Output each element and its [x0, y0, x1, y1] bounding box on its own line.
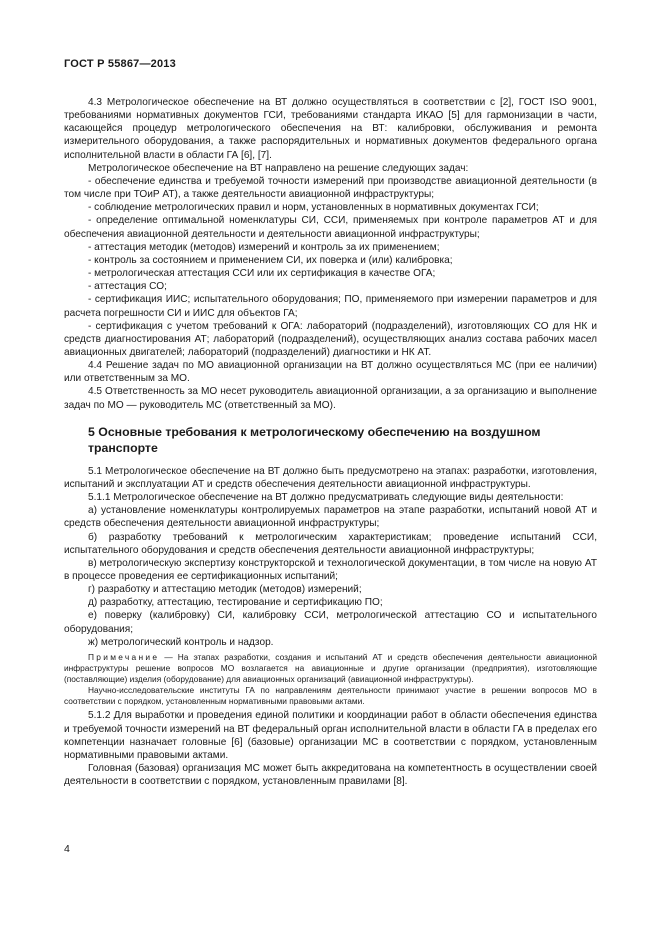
list-item: в) метрологическую экспертизу конструкторской и технологической документации, в том числе на новую АТ в процессе проведения ее сертификационных испытаний; — [64, 557, 597, 582]
section-5-heading-line2: транспорте — [88, 440, 158, 455]
paragraph-head-organization: Головная (базовая) организация МС может быть аккредитована на компетентность в осуществлении своей деятельности в соответствии с порядком, установленным правилами [8]. — [64, 763, 597, 788]
list-item: а) установление номенклатуры контролируемых параметров на этапе разработки, испытаний новой АТ и средств обеспечения деятельности авиационной инфраструктуры; — [64, 505, 597, 530]
section-5-heading-line1: 5 Основные требования к метрологическому обеспечению на воздушном — [88, 424, 541, 439]
paragraph-4-5: 4.5 Ответственность за МО несет руководитель авиационной организации, а за организацию и выполнение задач по МО — руководитель МС (ответственный за МО). — [64, 386, 597, 411]
list-item: б) разработку требований к метрологическим характеристикам; проведение испытаний ССИ, испытательного оборудования и средств обеспечения деятельности авиационной инфраструктуры; — [64, 531, 597, 556]
list-item: е) поверку (калибровку) СИ, калибровку ССИ, метрологической аттестацию СО и испытательного оборудования; — [64, 610, 597, 635]
section-4-body — [64, 96, 597, 412]
task-item: - контроль за состоянием и применением СИ, их поверка и (или) калибровка; — [88, 254, 453, 266]
page-number: 4 — [64, 843, 70, 855]
task-item: - соблюдение метрологических правил и норм, установленных в нормативных документах ГСИ; — [88, 202, 539, 214]
paragraph-5-1-1: 5.1.1 Метрологическое обеспечение на ВТ должно предусматривать следующие виды деятельности: — [88, 492, 564, 504]
list-item: г) разработку и аттестацию методик (методов) измерений; — [88, 584, 362, 596]
task-item: - обеспечение единства и требуемой точности измерений при производстве авиационной деятельности (в том числе при ТОиР АТ), а также деятельности авиационной инфраструктуры; — [64, 175, 597, 201]
task-item: - аттестация СО; — [88, 281, 167, 293]
section-5-body — [64, 465, 597, 789]
task-item: - метрологическая аттестация ССИ или их сертификация в качестве ОГА; — [88, 268, 436, 280]
note-text: — На этапах разработки, создания и испытаний АТ и средств обеспечения деятельности авиационной инфраструктуры решение вопросов МО возлагается на авиационные и другие организации (предприятия), изготовляющие (поставляющие) изделия (оборудование) для авиационных организаций (авиационной инфраструктуры). — [64, 651, 597, 684]
section-5-heading — [88, 424, 597, 456]
task-item: - сертификация с учетом требований к ОГА: лабораторий (подразделений), изготовляющих СО для НК и средств диагностирования АТ; лабораторий (подразделений), осуществляющих анализ состава рабочих масел авиационных двигателей; лабораторий (подразделений) диагностики и НК АТ. — [64, 320, 597, 358]
tasks-intro: Метрологическое обеспечение на ВТ направлено на решение следующих задач: — [88, 162, 469, 174]
note-label: Примечание — [88, 651, 160, 662]
task-item: - аттестация методик (методов) измерений и контроль за их применением; — [88, 241, 440, 253]
task-item: - определение оптимальной номенклатуры СИ, ССИ, применяемых при контроле параметров АТ и для обеспечения авиационной деятельности и деятельности авиационной инфраструктуры; — [64, 215, 597, 240]
paragraph-4-3: 4.3 Метрологическое обеспечение на ВТ должно осуществляться в соответствии с [2], ГОСТ ISO 9001, требованиями нормативных документов ГСИ, требованиями стандарта ИКАО [5] для гармонизации в части, касающейся процедур метрологического обеспечения на ВТ: калибровки, обслуживания и ремонта измерительного оборудования, а также распорядительных и нормативных документов федерального органа исполнительной власти в области ГА [6], [7]. — [64, 97, 597, 161]
note-paragraph-2: Научно-исследовательские институты ГА по направлениям деятельности принимают участие в решении вопросов МО в соответствии с порядком, установленным нормативными правовыми актами. — [64, 684, 597, 706]
task-item: - сертификация ИИС; испытательного оборудования; ПО, применяемого при измерении параметров и для расчета погрешности СИ и ИИС для объектов ГА; — [64, 294, 597, 319]
note-paragraph — [64, 652, 597, 685]
list-item: д) разработку, аттестацию, тестирование и сертификацию ПО; — [88, 597, 383, 609]
list-item: ж) метрологический контроль и надзор. — [88, 636, 274, 648]
paragraph-5-1-2: 5.1.2 Для выработки и проведения единой политики и координации работ в области обеспечения единства и требуемой точности измерений на ВТ федеральный орган исполнительной власти в области ГА в пределах его компетенции назначает головные [6] (базовые) организации МС в соответствии с порядком, установленным нормативными правовыми актами. — [64, 710, 597, 761]
paragraph-5-1: 5.1 Метрологическое обеспечение на ВТ должно быть предусмотрено на этапах: разработки, изготовления, испытаний и эксплуатации АТ и средств обеспечения деятельности авиационной инфраструктуры. — [64, 465, 597, 490]
document-code-header: ГОСТ Р 55867—2013 — [64, 58, 176, 70]
paragraph-4-4: 4.4 Решение задач по МО авиационной организации на ВТ должно осуществляться МС (при ее наличии) или ответственным за МО. — [64, 360, 597, 385]
